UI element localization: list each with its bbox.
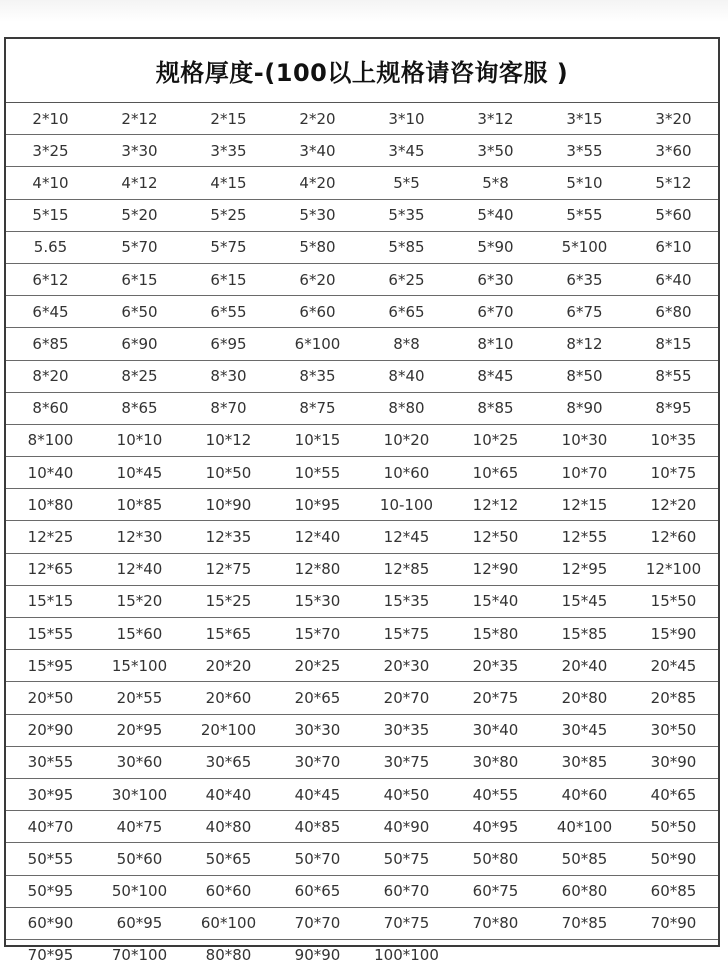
table-cell: 12*45: [362, 521, 451, 553]
table-cell: 5*25: [184, 199, 273, 231]
table-cell: 50*55: [6, 843, 95, 875]
table-cell: 15*40: [451, 585, 540, 617]
table-cell: 6*25: [362, 263, 451, 295]
table-cell: 15*15: [6, 585, 95, 617]
table-cell: 5*70: [95, 231, 184, 263]
table-cell: 50*60: [95, 843, 184, 875]
table-cell: 4*20: [273, 167, 362, 199]
table-cell: 30*40: [451, 714, 540, 746]
table-cell: 12*20: [629, 489, 718, 521]
table-cell: 5*55: [540, 199, 629, 231]
table-cell: 10*30: [540, 424, 629, 456]
table-row: [6, 392, 718, 424]
table-cell: 10*80: [6, 489, 95, 521]
table-cell: 20*100: [184, 714, 273, 746]
table-cell: 15*35: [362, 585, 451, 617]
table-cell: 20*20: [184, 650, 273, 682]
table-cell: 10*50: [184, 457, 273, 489]
table-cell: 15*30: [273, 585, 362, 617]
table-title: 规格厚度-(100以上规格请咨询客服 ): [6, 39, 718, 103]
table-cell: 20*90: [6, 714, 95, 746]
table-cell: 2*10: [6, 103, 95, 135]
table-cell: 5*10: [540, 167, 629, 199]
table-cell: 20*45: [629, 650, 718, 682]
table-cell: 6*65: [362, 296, 451, 328]
table-cell: 12*85: [362, 553, 451, 585]
table-cell: 5*35: [362, 199, 451, 231]
table-cell: 15*55: [6, 618, 95, 650]
table-cell: 20*30: [362, 650, 451, 682]
table-row: [6, 296, 718, 328]
table-cell: 15*45: [540, 585, 629, 617]
table-cell: 6*10: [629, 231, 718, 263]
table-cell: 8*85: [451, 392, 540, 424]
table-cell: 50*100: [95, 875, 184, 907]
table-cell: 8*75: [273, 392, 362, 424]
table-cell: 5*75: [184, 231, 273, 263]
table-cell: 90*90: [294, 946, 341, 965]
table-cell: 8*15: [629, 328, 718, 360]
table-cell: 20*35: [451, 650, 540, 682]
table-cell: 12*30: [95, 521, 184, 553]
table-cell: 15*50: [629, 585, 718, 617]
table-cell: 3*10: [362, 103, 451, 135]
table-cell: 50*50: [629, 811, 718, 843]
table-cell: 4*10: [6, 167, 95, 199]
table-cell: 6*100: [273, 328, 362, 360]
table-cell: 10*55: [273, 457, 362, 489]
spec-table-body: [6, 103, 718, 971]
table-cell: 3*30: [95, 135, 184, 167]
table-row: [6, 103, 718, 135]
table-cell: 3*45: [362, 135, 451, 167]
table-cell: 80*80: [205, 946, 252, 965]
table-cell: 3*12: [451, 103, 540, 135]
table-cell: 15*20: [95, 585, 184, 617]
table-row: [6, 811, 718, 843]
table-cell: 8*35: [273, 360, 362, 392]
table-cell: 3*50: [451, 135, 540, 167]
table-cell: 12*50: [451, 521, 540, 553]
table-cell: 8*80: [362, 392, 451, 424]
table-cell: 10*90: [184, 489, 273, 521]
table-cell: 40*50: [362, 778, 451, 810]
table-cell: 10*95: [273, 489, 362, 521]
table-cell: 5*80: [273, 231, 362, 263]
table-cell: 10*65: [451, 457, 540, 489]
table-cell: 5*15: [6, 199, 95, 231]
table-cell: 15*100: [95, 650, 184, 682]
table-row: [6, 424, 718, 456]
table-cell: 15*75: [362, 618, 451, 650]
table-cell: 8*10: [451, 328, 540, 360]
table-row: [6, 618, 718, 650]
table-row: [6, 199, 718, 231]
table-cell: 8*25: [95, 360, 184, 392]
table-row: [6, 457, 718, 489]
table-cell: 5*90: [451, 231, 540, 263]
table-cell: 50*90: [629, 843, 718, 875]
table-cell: 50*70: [273, 843, 362, 875]
table-row: [6, 875, 718, 907]
table-cell: 60*80: [540, 875, 629, 907]
table-cell: 10*70: [540, 457, 629, 489]
table-cell: 5*20: [95, 199, 184, 231]
table-cell: 20*50: [6, 682, 95, 714]
table-cell: 15*90: [629, 618, 718, 650]
spec-table-frame: [4, 37, 720, 965]
table-cell: 60*100: [184, 907, 273, 939]
table-cell: 10*12: [184, 424, 273, 456]
table-cell: 15*85: [540, 618, 629, 650]
table-cell: 20*40: [540, 650, 629, 682]
table-cell: 6*30: [451, 263, 540, 295]
table-cell: 2*15: [184, 103, 273, 135]
table-cell: 6*95: [184, 328, 273, 360]
table-cell: 40*90: [362, 811, 451, 843]
top-shadow: [0, 0, 728, 22]
table-cell: 40*75: [95, 811, 184, 843]
table-cell: 8*8: [362, 328, 451, 360]
table-cell: 10*40: [6, 457, 95, 489]
table-row: [6, 585, 718, 617]
table-cell: 50*80: [451, 843, 540, 875]
table-cell: 12*15: [540, 489, 629, 521]
table-cell: 40*65: [629, 778, 718, 810]
table-cell: 10*10: [95, 424, 184, 456]
table-cell: 30*90: [629, 746, 718, 778]
table-cell: 3*35: [184, 135, 273, 167]
table-cell: 30*45: [540, 714, 629, 746]
table-cell: 50*65: [184, 843, 273, 875]
table-cell: 5*8: [451, 167, 540, 199]
table-cell: [540, 939, 629, 971]
table-cell: 12*55: [540, 521, 629, 553]
table-cell: 5.65: [6, 231, 95, 263]
table-cell: 12*25: [6, 521, 95, 553]
table-cell: 60*85: [629, 875, 718, 907]
table-cell: 5*60: [629, 199, 718, 231]
table-cell: [629, 939, 718, 971]
table-cell: 70*80: [451, 907, 540, 939]
table-cell: 30*65: [184, 746, 273, 778]
table-row: [6, 328, 718, 360]
table-cell: 100*100: [374, 946, 439, 965]
table-cell: 15*60: [95, 618, 184, 650]
table-cell: 40*95: [451, 811, 540, 843]
table-cell: 2*12: [95, 103, 184, 135]
table-cell: 60*95: [95, 907, 184, 939]
table-cell: 10*15: [273, 424, 362, 456]
table-cell: 8*60: [6, 392, 95, 424]
table-cell: 40*80: [184, 811, 273, 843]
table-cell: 6*15: [95, 263, 184, 295]
table-cell: 15*65: [184, 618, 273, 650]
table-cell: 12*90: [451, 553, 540, 585]
table-cell: 12*75: [184, 553, 273, 585]
table-cell: 3*20: [629, 103, 718, 135]
table-row: [6, 135, 718, 167]
table-cell: 30*70: [273, 746, 362, 778]
table-cell: 70*85: [540, 907, 629, 939]
table-cell: 15*70: [273, 618, 362, 650]
table-cell: 12*60: [629, 521, 718, 553]
table-cell: 10-100: [362, 489, 451, 521]
table-cell: 30*55: [6, 746, 95, 778]
table-cell: 30*80: [451, 746, 540, 778]
table-cell: 12*40: [273, 521, 362, 553]
table-row: [6, 553, 718, 585]
table-row: [6, 521, 718, 553]
table-cell: 50*85: [540, 843, 629, 875]
table-cell: 50*75: [362, 843, 451, 875]
table-cell: 12*40: [95, 553, 184, 585]
table-cell: 8*95: [629, 392, 718, 424]
table-row: [6, 746, 718, 778]
table-cell: 15*95: [6, 650, 95, 682]
table-cell: 30*95: [6, 778, 95, 810]
table-cell: 70*90: [629, 907, 718, 939]
table-cell: 6*55: [184, 296, 273, 328]
table-cell: 6*35: [540, 263, 629, 295]
table-cell: 10*75: [629, 457, 718, 489]
table-row: [6, 682, 718, 714]
table-cell: 12*65: [6, 553, 95, 585]
table-row: [6, 714, 718, 746]
table-cell: 40*70: [6, 811, 95, 843]
table-cell: 4*12: [95, 167, 184, 199]
table-cell: 4*15: [184, 167, 273, 199]
table-cell: 70*75: [362, 907, 451, 939]
table-cell: [451, 939, 540, 971]
table-cell: 15*80: [451, 618, 540, 650]
table-cell: 3*40: [273, 135, 362, 167]
table-cell: 30*60: [95, 746, 184, 778]
table-cell: 8*30: [184, 360, 273, 392]
table-cell: 8*40: [362, 360, 451, 392]
table-cell: 40*55: [451, 778, 540, 810]
table-cell: 12*12: [451, 489, 540, 521]
table-cell: 12*80: [273, 553, 362, 585]
table-cell: 20*75: [451, 682, 540, 714]
table-row: [6, 489, 718, 521]
table-cell: 20*65: [273, 682, 362, 714]
table-cell: 6*80: [629, 296, 718, 328]
table-cell: 6*12: [6, 263, 95, 295]
table-cell: 3*15: [540, 103, 629, 135]
table-cell: 8*90: [540, 392, 629, 424]
table-cell: 6*45: [6, 296, 95, 328]
table-cell: 60*90: [6, 907, 95, 939]
table-cell: 10*20: [362, 424, 451, 456]
table-cell: 6*75: [540, 296, 629, 328]
table-cell: 10*25: [451, 424, 540, 456]
table-cell: 8*45: [451, 360, 540, 392]
table-cell: 8*65: [95, 392, 184, 424]
table-cell: 20*70: [362, 682, 451, 714]
table-cell: 40*85: [273, 811, 362, 843]
table-cell: 2*20: [273, 103, 362, 135]
table-cell: 3*55: [540, 135, 629, 167]
table-cell: 20*55: [95, 682, 184, 714]
table-row: [6, 650, 718, 682]
table-row: [6, 907, 718, 939]
table-cell: 40*100: [540, 811, 629, 843]
table-cell: 15*25: [184, 585, 273, 617]
table-cell: 70*100: [111, 946, 168, 965]
table-cell: 20*25: [273, 650, 362, 682]
table-cell: 30*50: [629, 714, 718, 746]
table-cell: 8*100: [6, 424, 95, 456]
table-cell: 5*85: [362, 231, 451, 263]
table-row: [6, 939, 718, 971]
table-cell: 8*12: [540, 328, 629, 360]
table-cell: 3*25: [6, 135, 95, 167]
table-cell: 8*70: [184, 392, 273, 424]
table-row: [6, 778, 718, 810]
table-cell: 10*45: [95, 457, 184, 489]
table-cell: 6*60: [273, 296, 362, 328]
table-cell: 20*60: [184, 682, 273, 714]
table-cell: 6*20: [273, 263, 362, 295]
table-cell: 60*70: [362, 875, 451, 907]
table-cell: 6*40: [629, 263, 718, 295]
table-cell: 3*60: [629, 135, 718, 167]
table-cell: 50*95: [6, 875, 95, 907]
table-cell: 12*100: [629, 553, 718, 585]
table-cell: 70*70: [273, 907, 362, 939]
table-cell: 30*75: [362, 746, 451, 778]
table-cell: 6*15: [184, 263, 273, 295]
table-cell: 6*50: [95, 296, 184, 328]
table-cell: 5*100: [540, 231, 629, 263]
table-cell: 20*80: [540, 682, 629, 714]
table-cell: 5*12: [629, 167, 718, 199]
table-cell: 20*95: [95, 714, 184, 746]
table-cell: 40*45: [273, 778, 362, 810]
table-cell: 12*35: [184, 521, 273, 553]
table-cell: 8*20: [6, 360, 95, 392]
table-cell: 70*95: [27, 946, 74, 965]
table-cell: 6*70: [451, 296, 540, 328]
table-cell: 5*5: [362, 167, 451, 199]
table-cell: 30*85: [540, 746, 629, 778]
table-cell: 6*85: [6, 328, 95, 360]
table-cell: 40*60: [540, 778, 629, 810]
table-cell: 30*100: [95, 778, 184, 810]
table-cell: 8*50: [540, 360, 629, 392]
table-cell: 30*30: [273, 714, 362, 746]
table-cell: 10*35: [629, 424, 718, 456]
table-cell: 60*65: [273, 875, 362, 907]
table-cell: 8*55: [629, 360, 718, 392]
table-cell: 10*60: [362, 457, 451, 489]
table-cell: 60*60: [184, 875, 273, 907]
table-cell: 6*90: [95, 328, 184, 360]
table-cell: 30*35: [362, 714, 451, 746]
table-row: [6, 360, 718, 392]
table-row: [6, 263, 718, 295]
table-cell: 60*75: [451, 875, 540, 907]
table-row: [6, 231, 718, 263]
table-cell: 20*85: [629, 682, 718, 714]
table-cell: 10*85: [95, 489, 184, 521]
table-row: [6, 843, 718, 875]
table-cell: 40*40: [184, 778, 273, 810]
table-cell: 5*40: [451, 199, 540, 231]
table-cell: 12*95: [540, 553, 629, 585]
table-cell: 5*30: [273, 199, 362, 231]
spec-table: [6, 103, 718, 971]
table-row: [6, 167, 718, 199]
